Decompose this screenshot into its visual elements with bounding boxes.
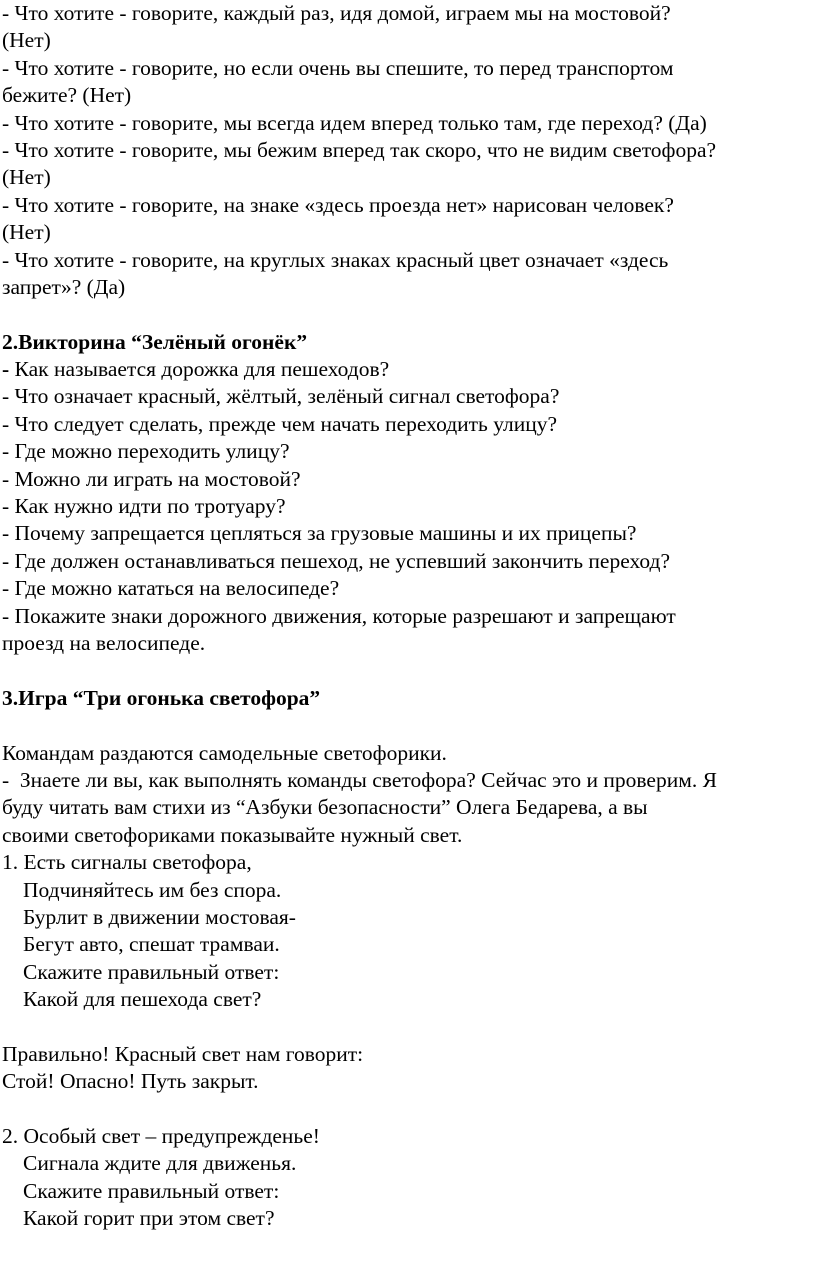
spacer	[2, 1013, 814, 1040]
verse-line: Скажите правильный ответ:	[23, 959, 280, 984]
text-line: бежите? (Нет)	[2, 83, 132, 108]
verse-2	[2, 1123, 814, 1233]
answer-line: Стой! Опасно! Путь закрыт.	[2, 1069, 259, 1094]
intro-text: Командам раздаются самодельные светофорики.	[2, 740, 447, 765]
quiz-question: - Где должен останавливаться пешеход, не успевший закончить переход?	[2, 548, 670, 573]
text-line: (Нет)	[2, 28, 51, 53]
text-line: запрет»? (Да)	[2, 274, 126, 299]
verse-line: Скажите правильный ответ:	[23, 1178, 280, 1203]
quiz-question: - Покажите знаки дорожного движения, которые разрешают и запрещают	[2, 603, 676, 628]
answer-1	[2, 1041, 814, 1096]
text-line: - Что хотите - говорите, мы бежим вперед так скоро, что не видим светофора?	[2, 137, 717, 162]
quiz-question-text: Как называется дорожка для пешеходов?	[9, 357, 390, 382]
quiz-question: - Что означает красный, жёлтый, зелёный сигнал светофора?	[2, 384, 560, 409]
spacer	[2, 657, 814, 684]
text-line: (Нет)	[2, 165, 51, 190]
section-heading: 3.Игра “Три огонька светофора”	[2, 685, 321, 710]
quiz-question: - Можно ли играть на мостовой?	[2, 466, 301, 491]
spacer	[2, 712, 814, 739]
text-line: - Что хотите - говорите, каждый раз, идя домой, играем мы на мостовой?	[2, 1, 671, 25]
text-line: - Что хотите - говорите, но если очень вы спешите, то перед транспортом	[2, 55, 674, 80]
verse-line: Какой для пешехода свет?	[23, 987, 262, 1012]
verse-line: Бегут авто, спешат трамваи.	[23, 932, 280, 957]
text-line: - Что хотите - говорите, на знаке «здесь проезда нет» нарисован человек?	[2, 192, 674, 217]
verse-line: Какой горит при этом свет?	[23, 1206, 275, 1231]
verse-line: 2. Особый свет – предупрежденье!	[2, 1124, 320, 1149]
quiz-question: проезд на велосипеде.	[2, 630, 206, 655]
spacer	[2, 301, 814, 328]
quiz-question: - Как нужно идти по тротуару?	[2, 494, 286, 519]
game-questions-block	[2, 0, 814, 301]
text-line: - Что хотите - говорите, мы всегда идем вперед только там, где переход? (Да)	[2, 110, 707, 135]
verse-line: Бурлит в движении мостовая-	[23, 904, 296, 929]
verse-line: Сигнала ждите для движенья.	[23, 1151, 297, 1176]
instruction-line: - Знаете ли вы, как выполнять команды светофора? Сейчас это и проверим. Я	[2, 767, 717, 792]
document-page	[2, 0, 814, 1233]
section-heading: 2.Викторина “Зелёный огонёк”	[2, 329, 308, 354]
answer-line: Правильно! Красный свет нам говорит:	[2, 1041, 364, 1066]
quiz-question: - Где можно переходить улицу?	[2, 439, 290, 464]
dash-marker: -	[2, 357, 10, 382]
verse-line: 1. Есть сигналы светофора,	[2, 850, 252, 875]
quiz-question: - Где можно кататься на велосипеде?	[2, 576, 340, 601]
quiz-question	[2, 356, 814, 383]
verse-line: Подчиняйтесь им без спора.	[23, 877, 282, 902]
text-line: (Нет)	[2, 220, 51, 245]
text-line: - Что хотите - говорите, на круглых знаках красный цвет означает «здесь	[2, 247, 669, 272]
verse-1	[2, 849, 814, 1013]
quiz-question: - Что следует сделать, прежде чем начать переходить улицу?	[2, 411, 558, 436]
instruction-line: буду читать вам стихи из “Азбуки безопасности” Олега Бедарева, а вы	[2, 795, 648, 820]
instruction-line: своими светофориками показывайте нужный свет.	[2, 822, 463, 847]
quiz-block	[2, 329, 814, 658]
traffic-light-game-block	[2, 685, 814, 1233]
spacer	[2, 1096, 814, 1123]
quiz-question: - Почему запрещается цепляться за грузовые машины и их прицепы?	[2, 521, 637, 546]
